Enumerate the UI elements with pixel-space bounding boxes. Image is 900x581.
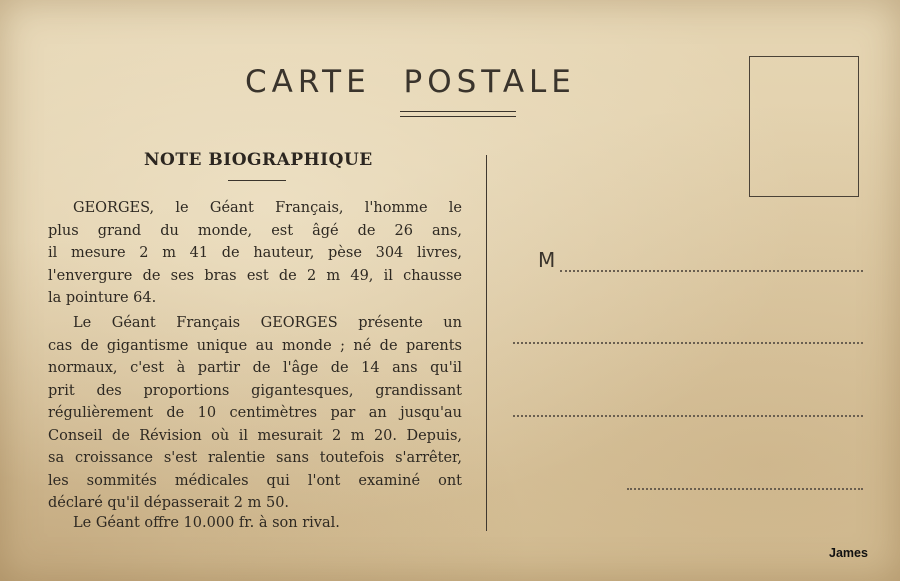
biography-paragraph-3 [48, 512, 462, 535]
postcard-title: CARTE POSTALE [245, 64, 576, 100]
text-line: déclaré qu'il dépasserait 2 m 50. [48, 495, 290, 511]
stamp-box [749, 56, 859, 197]
note-heading: NOTE BIOGRAPHIQUE [144, 150, 373, 170]
title-underline-bottom [400, 116, 516, 117]
note-heading-underline [228, 180, 286, 181]
text-line: Conseil de Révision où il mesurait 2 m 20. Depuis, [48, 427, 462, 444]
text-line: plus grand du monde, est âgé de 26 ans, [48, 222, 462, 239]
text-line: normaux, c'est à partir de l'âge de 14 ans qu'il [48, 360, 462, 376]
text-line: prit des proportions gigantesques, grandissant [48, 382, 462, 399]
address-line-2 [513, 342, 863, 344]
text-line: cas de gigantisme unique au monde ; né de parents [48, 337, 462, 354]
text-line: régulièrement de 10 centimètres par an jusqu'au [48, 405, 462, 421]
title-underline-top [400, 111, 516, 112]
signature-watermark: James [829, 546, 868, 560]
text-line: GEORGES, le Géant Français, l'homme le [73, 200, 462, 216]
address-line-4 [627, 488, 863, 490]
text-line: la pointure 64. [48, 290, 157, 306]
biography-paragraph-2 [48, 312, 462, 515]
text-line: Le Géant Français GEORGES présente un [73, 315, 462, 331]
text-line: les sommités médicales qui l'ont examiné ont [48, 472, 462, 489]
biography-paragraph-1 [48, 197, 462, 310]
address-line-1 [560, 270, 863, 272]
text-line: sa croissance s'est ralentie sans toutefois s'arrêter, [48, 450, 462, 466]
center-divider [486, 155, 487, 531]
text-line: Le Géant offre 10.000 fr. à son rival. [73, 515, 340, 531]
text-line: l'envergure de ses bras est de 2 m 49, il chausse [48, 267, 462, 284]
text-line: il mesure 2 m 41 de hauteur, pèse 304 livres, [48, 245, 462, 261]
address-prefix: M [538, 248, 556, 272]
address-line-3 [513, 415, 863, 417]
